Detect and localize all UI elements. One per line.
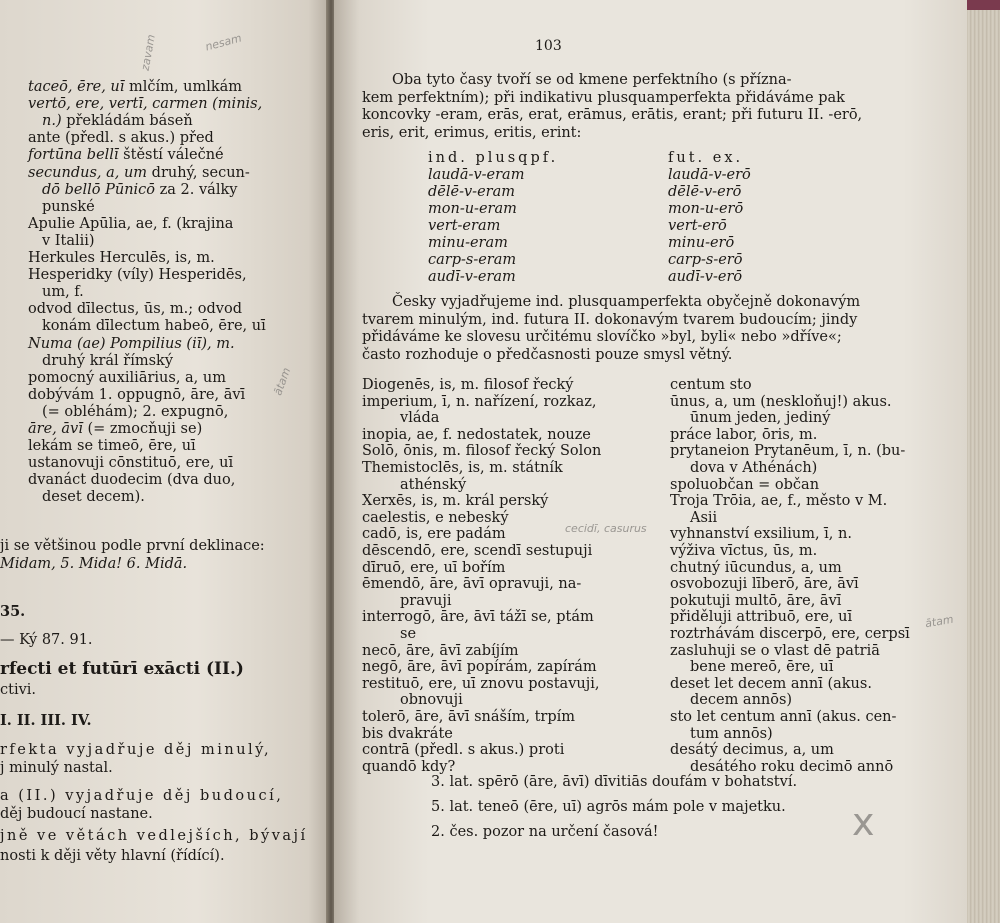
- conjugation-column-plusqpf: [428, 150, 558, 286]
- czech-term: překládám báseň: [61, 113, 193, 130]
- vocab-entry: [42, 233, 95, 250]
- vocab-entry: roztrhávám discerpō, ere, cerpsī: [670, 626, 910, 642]
- vocab-entry: centum sto: [670, 377, 752, 393]
- left-fragment-line: ctivi.: [0, 682, 37, 698]
- czech-term: ustanovuji cōnstituō, ere, uī: [28, 455, 234, 472]
- czech-term: druhý, secun-: [147, 164, 250, 181]
- pencil-note: ātam: [924, 612, 955, 631]
- left-fragment-line: j minulý nastal.: [0, 760, 113, 776]
- vocab-entry: [28, 130, 214, 147]
- pencil-note: zavam: [138, 33, 158, 72]
- czech-paragraph-line: tvarem minulým, ind. futura II. dokonavým tvarem budoucím; jindy: [362, 311, 858, 328]
- conjugation-form: vert-erō: [668, 218, 727, 234]
- conjugation-form: dēlē-v-erō: [668, 184, 742, 200]
- czech-term: dvanáct duodecim (dva duo,: [28, 472, 236, 489]
- vocab-entry: osvobozuji līberō, āre, āvī: [670, 576, 859, 593]
- czech-term: Apulie Apūlia, ae, f. (krajina: [28, 215, 234, 232]
- conjugation-form: laudā-v-eram: [428, 167, 525, 183]
- vocab-entry: [42, 182, 237, 199]
- vocab-entry: Troja Trōia, ae, f., město v M.: [670, 493, 888, 510]
- left-fragment-line: ji se většinou podle první deklinace:: [0, 538, 265, 554]
- vocab-entry: desátého roku decimō annō: [690, 758, 894, 775]
- vocab-entry: tum annōs): [690, 725, 773, 742]
- czech-term: odvod dīlectus, ūs, m.; odvod: [28, 301, 242, 318]
- vocab-entry: Diogenēs, is, m. filosof řecký: [362, 377, 574, 393]
- intro-line: kem perfektním); při indikativu plusquamperfekta přidáváme pak: [362, 89, 845, 106]
- vocab-entry: [28, 387, 245, 404]
- vocab-entry: [28, 438, 196, 455]
- latin-term: dō bellō Pūnicō: [42, 181, 156, 198]
- latin-term: secundus, a, um: [28, 164, 148, 181]
- vocab-entry: restituō, ere, uī znovu postavuji,: [362, 675, 600, 692]
- conjugation-form: audī-v-erō: [668, 269, 743, 285]
- vocab-entry: dova v Athénách): [690, 460, 818, 476]
- vocab-entry: [28, 96, 262, 113]
- vocab-entry: desátý decimus, a, um: [670, 742, 834, 759]
- left-fragment-line: — Ký 87. 91.: [0, 632, 93, 648]
- vocab-entry: decem annōs): [690, 692, 793, 709]
- pencil-note: nesam: [203, 31, 243, 54]
- pencil-note: ātam: [271, 365, 294, 398]
- vocab-entry: spoluobčan = občan: [670, 476, 820, 493]
- czech-term: konám dīlectum habeō, ēre, uī: [42, 318, 266, 335]
- vocab-entry: Xerxēs, is, m. král perský: [362, 493, 549, 510]
- page-edges: [967, 10, 1000, 923]
- vocab-entry: [28, 455, 233, 472]
- vocab-entry: [42, 199, 95, 216]
- latin-term: fortūna bellī: [28, 147, 119, 164]
- vocab-entry: bis dvakráte: [362, 725, 453, 742]
- vocab-entry: [42, 284, 84, 301]
- vocab-entry: tolerō, āre, āvī snáším, trpím: [362, 709, 576, 725]
- conjugation-form: laudā-v-erō: [668, 167, 751, 183]
- czech-term: Hesperidky (víly) Hesperidēs,: [28, 267, 247, 284]
- conjugation-form: minu-erō: [668, 235, 735, 251]
- vocab-entry: [42, 318, 266, 335]
- vocab-entry: pokutuji multō, āre, āvī: [670, 592, 842, 609]
- vocab-entry: ūnus, a, um (neskloňuj!) akus.: [670, 393, 892, 410]
- vocab-entry: [28, 147, 224, 164]
- vocab-entry: se: [400, 626, 417, 642]
- left-fragment-line: nosti k ději věty hlavní (řídící).: [0, 848, 225, 864]
- czech-term: štěstí válečné: [118, 147, 224, 164]
- vocab-entry: [28, 79, 242, 96]
- vocab-entry: [28, 472, 235, 489]
- czech-term: punské: [42, 198, 95, 215]
- vocab-entry: [28, 250, 215, 267]
- latin-term: vertō, ere, vertī, carmen (minis,: [28, 96, 263, 113]
- vocab-entry: cadō, is, ere padám: [362, 526, 506, 543]
- left-fragment-line: a (II.) vyjadřuje děj budoucí,: [0, 788, 284, 804]
- vocab-entry: [28, 301, 242, 318]
- vocab-entry: negō, āre, āvī popírám, zapírám: [362, 659, 597, 676]
- table-header: ind. plusqpf.: [428, 150, 559, 166]
- footnote: 3. lat. spērō (āre, āvī) dīvitiās doufám v bohatství.: [431, 774, 798, 790]
- left-fragment-line: rfekta vyjadřuje děj minulý,: [0, 742, 272, 758]
- vocab-entry: vláda: [400, 410, 440, 427]
- left-fragment-line: 35.: [0, 603, 26, 620]
- vocab-entry: přiděluji attribuō, ere, uī: [670, 609, 853, 626]
- intro-line: eris, erit, erimus, eritis, erint:: [362, 124, 582, 141]
- czech-term: pomocný auxiliārius, a, um: [28, 369, 226, 386]
- left-fragment-line: I. II. III. IV.: [0, 712, 92, 729]
- vocab-entry: obnovuji: [400, 692, 463, 709]
- latin-term: āre, āvī: [28, 421, 83, 437]
- left-fragment-line: rfecti et futūrī exācti (II.): [0, 659, 244, 679]
- vocab-entry: dēscendō, ere, scendī sestupuji: [362, 543, 593, 559]
- vocab-entry: [42, 353, 173, 370]
- vocab-entry: inopia, ae, f. nedostatek, nouze: [362, 426, 591, 443]
- czech-paragraph-line: Česky vyjadřujeme ind. plusquamperfekta obyčejně dokonavým: [392, 294, 861, 310]
- vocab-entry: práce labor, ōris, m.: [670, 426, 818, 443]
- czech-term: druhý král římský: [42, 352, 174, 369]
- czech-term: dobývám 1. oppugnō, āre, āvī: [28, 386, 246, 403]
- vocab-entry: zasluhuji se o vlast dē patriā: [670, 642, 880, 659]
- czech-term: (= obléhám); 2. expugnō,: [42, 403, 229, 420]
- conjugation-column-futex: [668, 150, 751, 286]
- czech-term: v Italii): [42, 232, 95, 249]
- latin-term: Numa (ae) Pompilius (iī), m.: [28, 335, 235, 352]
- czech-term: (= zmocňuji se): [82, 421, 203, 437]
- footnote: 2. čes. pozor na určení časová!: [431, 824, 659, 840]
- czech-term: mlčím, umlkám: [124, 79, 243, 95]
- vocab-entry: Solō, ōnis, m. filosof řecký Solon: [362, 443, 602, 460]
- left-fragment-line: Midam, 5. Mida! 6. Midā.: [0, 556, 188, 572]
- left-fragment-line: jně ve větách vedlejších, bývají: [0, 828, 308, 844]
- table-header: fut. ex.: [668, 150, 744, 166]
- vocab-entry: [28, 336, 235, 353]
- vocab-entry: deset let decem annī (akus.: [670, 675, 872, 692]
- vocab-entry: pravuji: [400, 592, 452, 609]
- vocab-entry: sto let centum annī (akus. cen-: [670, 709, 897, 725]
- czech-term: ante (předl. s akus.) před: [28, 130, 214, 147]
- vocab-entry: ūnum jeden, jediný: [690, 410, 831, 427]
- czech-term: za 2. války: [155, 181, 238, 198]
- conjugation-form: carp-s-erō: [668, 252, 743, 268]
- page-number: 103: [535, 38, 562, 54]
- czech-term: deset decem).: [42, 489, 145, 506]
- vocab-entry: [42, 489, 145, 506]
- latin-term: n.): [42, 113, 62, 130]
- conjugation-form: audī-v-eram: [428, 269, 516, 285]
- conjugation-form: minu-eram: [428, 235, 508, 251]
- vocab-entry: [28, 421, 202, 438]
- vocab-entry: ēmendō, āre, āvī opravuji, na-: [362, 576, 582, 593]
- vocab-entry: interrogō, āre, āvī tážī se, ptám: [362, 609, 594, 626]
- conjugation-form: mon-u-eram: [428, 201, 517, 217]
- vocab-entry: caelestis, e nebeský: [362, 509, 509, 526]
- footnote: 5. lat. teneō (ēre, uī) agrōs mám pole v majetku.: [431, 799, 786, 815]
- vocab-entry: necō, āre, āvī zabíjím: [362, 642, 519, 659]
- vocab-entry: prytaneion Prytanēum, ī, n. (bu-: [670, 443, 906, 460]
- vocab-entry: [42, 404, 228, 421]
- vocab-entry: výživa vīctus, ūs, m.: [670, 543, 818, 559]
- intro-line: koncovky -eram, erās, erat, erāmus, erātis, erant; při futuru II. -erō,: [362, 107, 863, 123]
- czech-paragraph-line: často rozhoduje o předčasnosti pouze smysl větný.: [362, 346, 733, 363]
- vocab-entry: quandō kdy?: [362, 758, 456, 775]
- pencil-cross: x: [852, 800, 875, 844]
- conjugation-form: carp-s-eram: [428, 252, 517, 268]
- vocab-entry: contrā (předl. s akus.) proti: [362, 742, 565, 759]
- czech-term: Herkules Herculēs, is, m.: [28, 250, 215, 266]
- vocab-entry: Asii: [690, 509, 718, 526]
- vocab-entry: [42, 113, 193, 130]
- czech-term: lekám se timeō, ēre, uī: [28, 438, 196, 455]
- vocab-entry: [28, 216, 233, 233]
- conjugation-form: dēlē-v-eram: [428, 184, 515, 200]
- left-fragment-line: děj budoucí nastane.: [0, 806, 153, 822]
- vocab-entry: [28, 267, 247, 284]
- pencil-note: cecidī, casurus: [565, 522, 647, 535]
- vocab-entry: dīruō, ere, uī bořím: [362, 559, 506, 576]
- vocab-entry: [28, 165, 250, 182]
- vocab-entry: chutný iūcundus, a, um: [670, 559, 842, 576]
- vocab-entry: imperium, ī, n. nařízení, rozkaz,: [362, 393, 597, 410]
- vocab-entry: Themistoclēs, is, m. státník: [362, 460, 563, 476]
- vocab-entry: athénský: [400, 476, 467, 493]
- latin-term: taceō, ēre, uī: [28, 79, 125, 95]
- vocab-entry: vyhnanství exsilium, ī, n.: [670, 526, 852, 543]
- vocab-entry: bene mereō, ēre, uī: [690, 659, 834, 676]
- intro-line: Oba tyto časy tvoří se od kmene perfektního (s přízna-: [392, 72, 792, 88]
- czech-paragraph-line: přidáváme ke slovesu určitému slovíčko »byl, byli« nebo »dříve«;: [362, 329, 842, 345]
- conjugation-form: mon-u-erō: [668, 201, 744, 217]
- vocab-entry: [28, 370, 226, 387]
- conjugation-form: vert-eram: [428, 218, 501, 234]
- czech-term: um, f.: [42, 284, 84, 301]
